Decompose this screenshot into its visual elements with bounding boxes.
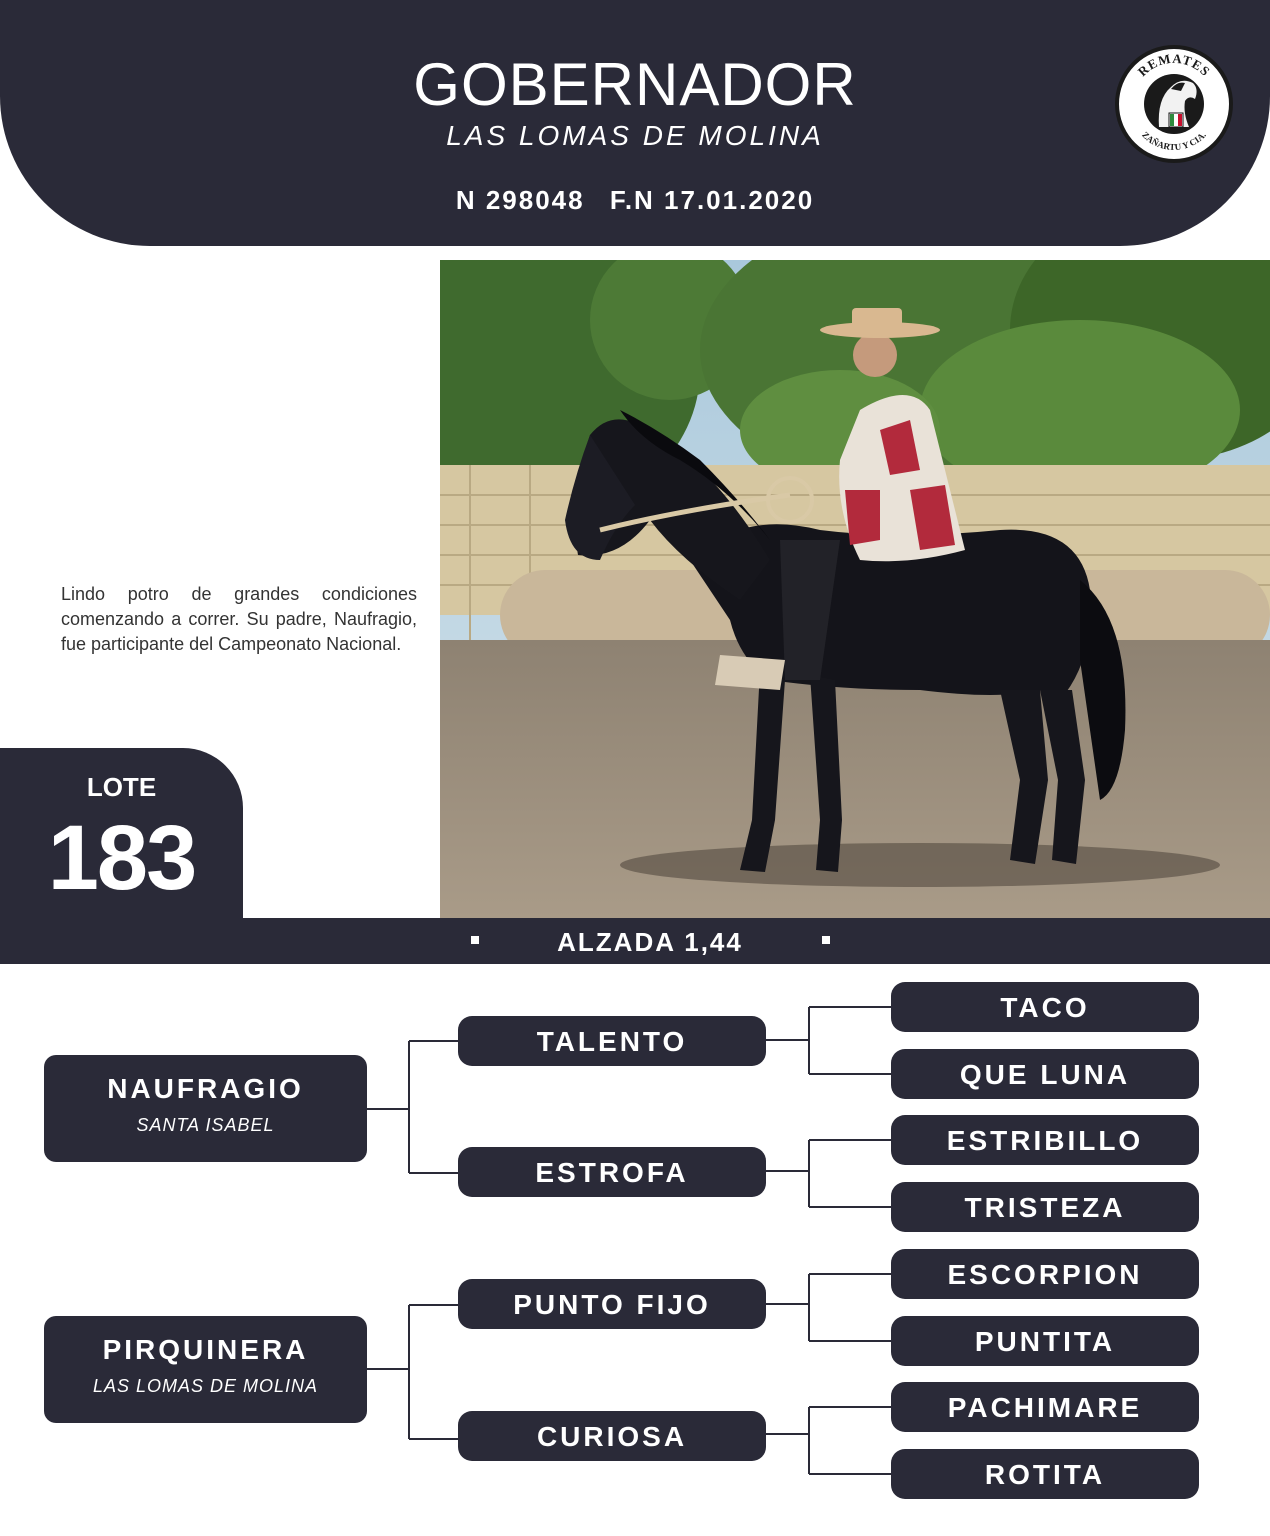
pedigree-sss: TACO	[891, 982, 1199, 1032]
pedigree-ddd: ROTITA	[891, 1449, 1199, 1499]
lote-number: 183	[47, 807, 196, 909]
sire-name: NAUFRAGIO	[107, 1073, 304, 1104]
pedigree-sire	[44, 1055, 367, 1162]
pedigree-sire-sire: TALENTO	[458, 1016, 766, 1066]
dam-origin: LAS LOMAS DE MOLINA	[92, 1376, 319, 1396]
pedigree-sdd: TRISTEZA	[891, 1182, 1199, 1232]
sire-origin: SANTA ISABEL	[136, 1115, 275, 1135]
description-text: Lindo potro de grandes condiciones comenzando a correr. Su padre, Naufragio, fue participante del Campeonato Nacional.	[61, 584, 417, 654]
pedigree-sire-dam: ESTROFA	[458, 1147, 766, 1197]
pedigree-sds: ESTRIBILLO	[891, 1115, 1199, 1165]
horse-name: GOBERNADOR	[413, 51, 857, 118]
breeder-name: LAS LOMAS DE MOLINA	[446, 120, 824, 151]
pedigree-ssd: QUE LUNA	[891, 1049, 1199, 1099]
alzada-text: ALZADA 1,44	[557, 927, 743, 957]
pedigree-dam-sire: PUNTO FIJO	[458, 1279, 766, 1329]
pedigree-dam	[44, 1316, 367, 1423]
birth-date: F.N 17.01.2020	[609, 185, 815, 215]
pedigree-dss: ESCORPION	[891, 1249, 1199, 1299]
logo-bottom-text: ZAÑARTU Y CIA.	[1140, 129, 1208, 153]
pedigree-dam-dam: CURIOSA	[458, 1411, 766, 1461]
dam-name: PIRQUINERA	[102, 1334, 309, 1365]
registration-number: N 298048	[455, 185, 585, 215]
pedigree-dsd: PUNTITA	[891, 1316, 1199, 1366]
pedigree-dds: PACHIMARE	[891, 1382, 1199, 1432]
logo-top-text: REMATES	[1134, 50, 1214, 80]
lote-label: LOTE	[86, 772, 157, 802]
